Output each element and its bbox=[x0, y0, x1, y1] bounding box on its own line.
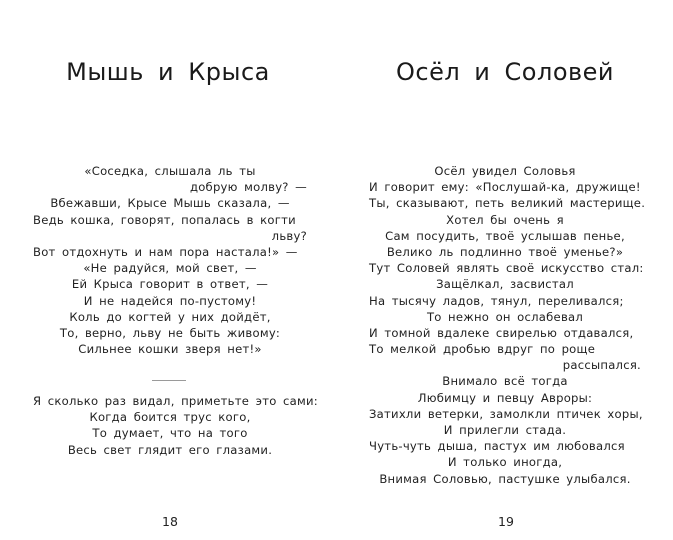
poem-stanza bbox=[33, 163, 307, 357]
poem-line: Коль до когтей у них дойдёт, bbox=[69, 309, 271, 324]
poem-line: Вбежавши, Крысе Мышь сказала, — bbox=[50, 196, 290, 211]
poem-line: «Не радуйся, мой свет, — bbox=[83, 261, 257, 276]
poem-line: Я сколько раз видал, приметьте это сами: bbox=[33, 394, 318, 408]
poem-line: Ведь кошка, говорят, попалась в когти bbox=[33, 212, 296, 227]
poem-line: Любимцу и певцу Авроры: bbox=[417, 390, 593, 405]
left-page bbox=[0, 0, 336, 540]
poem-line: «Соседка, слышала ль ты bbox=[84, 164, 256, 178]
poem-line: Осёл увидел Соловья bbox=[434, 164, 576, 178]
poem-line: Весь свет глядит его глазами. bbox=[67, 442, 273, 457]
page-title: Мышь и Крыса bbox=[66, 58, 270, 86]
page-number: 18 bbox=[162, 514, 178, 529]
poem-line: льву? bbox=[271, 228, 307, 243]
poem-line: Вот отдохнуть и нам пора настала!» — bbox=[33, 244, 298, 259]
poem-line: Внимало всё тогда bbox=[442, 374, 568, 389]
poem-line: То мелкой дробью вдруг по роще bbox=[369, 342, 596, 357]
poem-line: И не надейся по-пустому! bbox=[83, 293, 257, 308]
poem-body bbox=[369, 163, 646, 487]
poem-line: Тут Соловей являть своё искусство стал: bbox=[369, 261, 644, 276]
poem-line: Велико ль подлинно твоё уменье?» bbox=[386, 244, 624, 259]
poem-moral bbox=[33, 393, 318, 458]
poem-line: Затихли ветерки, замолкли птичек хоры, bbox=[369, 406, 643, 421]
stanza-divider bbox=[152, 380, 186, 381]
page-number: 19 bbox=[498, 514, 514, 529]
poem-line: Ты, сказывают, петь великий мастерище. bbox=[369, 196, 646, 211]
poem-line: То нежно он ослабевал bbox=[426, 309, 584, 324]
poem-line: Защёлкал, засвистал bbox=[436, 277, 574, 292]
poem-line: И говорит ему: «Послушай-ка, дружище! bbox=[369, 180, 641, 195]
poem-line: И прилегли стада. bbox=[443, 423, 567, 437]
poem-line: Сильнее кошки зверя нет!» bbox=[78, 342, 262, 357]
poem-line: Хотел бы очень я bbox=[446, 212, 564, 227]
right-page bbox=[337, 0, 673, 540]
page-title: Осёл и Соловей bbox=[395, 58, 615, 86]
poem-line: На тысячу ладов, тянул, переливался; bbox=[369, 293, 624, 308]
poem-line: добрую молву? — bbox=[189, 180, 307, 195]
poem-line: Ей Крыса говорит в ответ, — bbox=[71, 277, 269, 292]
poem-line: Сам посудить, твоё услышав пенье, bbox=[385, 228, 625, 243]
poem-line: Чуть-чуть дыша, пастух им любовался bbox=[369, 439, 625, 454]
poem-line: То, верно, льву не быть живому: bbox=[59, 325, 281, 340]
poem-line: И томной вдалеке свирелью отдавался, bbox=[369, 325, 634, 340]
poem-line: рассыпался. bbox=[562, 358, 641, 373]
poem-line: Внимая Соловью, пастушке улыбался. bbox=[379, 471, 631, 486]
poem-line: Когда боится трус кого, bbox=[89, 410, 251, 425]
poem-line: И только иногда, bbox=[447, 455, 563, 470]
poem-line: То думает, что на того bbox=[92, 426, 248, 441]
